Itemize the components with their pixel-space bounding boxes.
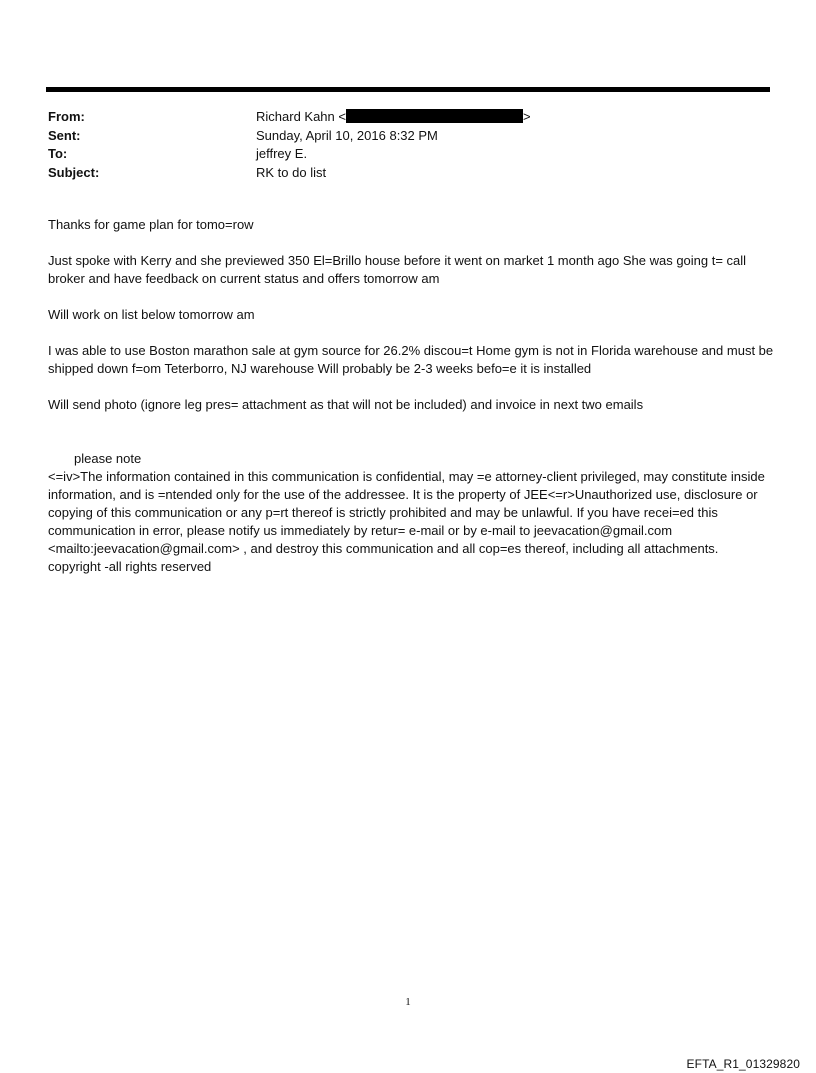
email-header-block [48, 108, 768, 182]
bates-number: EFTA_R1_01329820 [686, 1057, 800, 1071]
redaction-box [346, 109, 523, 123]
subject-value: RK to do list [256, 164, 327, 180]
body-paragraph: Thanks for game plan for tomo=row [48, 217, 254, 232]
sent-row [48, 127, 768, 146]
body-paragraph: Will send photo (ignore leg pres= attachment as that will not be included) and invoice in next two emails [48, 397, 644, 412]
to-label: To: [48, 146, 68, 161]
from-row [48, 108, 768, 127]
to-row [48, 145, 768, 164]
subject-row [48, 164, 768, 183]
from-value [256, 108, 768, 127]
body-paragraph: Will work on list below tomorrow am [48, 307, 255, 322]
body-paragraph: I was able to use Boston marathon sale at gym source for 26.2% discou=t Home gym is not in Florida warehouse and must be shipped down f=om Teterborro, NJ warehouse Will probably be 2-3 weeks befo=e it is installed [48, 343, 774, 376]
sent-value: Sunday, April 10, 2016 8:32 PM [256, 127, 438, 143]
confidentiality-disclaimer: <=iv>The information contained in this communication is confidential, may =e attorney-client privileged, may constitute inside information, and is =ntended only for the use of the addressee. It is the property of JEE<=r>Unauthorized use, disclosure or copying of this communication or any p=rt thereof is strictly prohibited and may be unlawful. If you have recei=ed this communication in error, please notify us immediately by retur= e-mail or by e-mail to jeevacation@gmail.com <mailto:jeevacation@gmail.com> , and destroy this communication and all cop=es thereof, including all attachments. copyright -all rights reserved [48, 469, 765, 574]
page-number: 1 [405, 996, 411, 1008]
from-name: Richard Kahn < [256, 109, 346, 124]
header-rule [46, 87, 770, 92]
from-label: From: [48, 109, 85, 124]
note-line: please note [74, 451, 142, 466]
from-close-bracket: > [522, 109, 531, 124]
subject-label: Subject: [48, 164, 100, 180]
email-body [48, 216, 774, 576]
to-value: jeffrey E. [256, 146, 308, 161]
body-paragraph: Just spoke with Kerry and she previewed 350 El=Brillo house before it went on market 1 month ago She was going t= call broker and have feedback on current status and offers tomorrow am [48, 253, 747, 286]
sent-label: Sent: [48, 127, 81, 143]
